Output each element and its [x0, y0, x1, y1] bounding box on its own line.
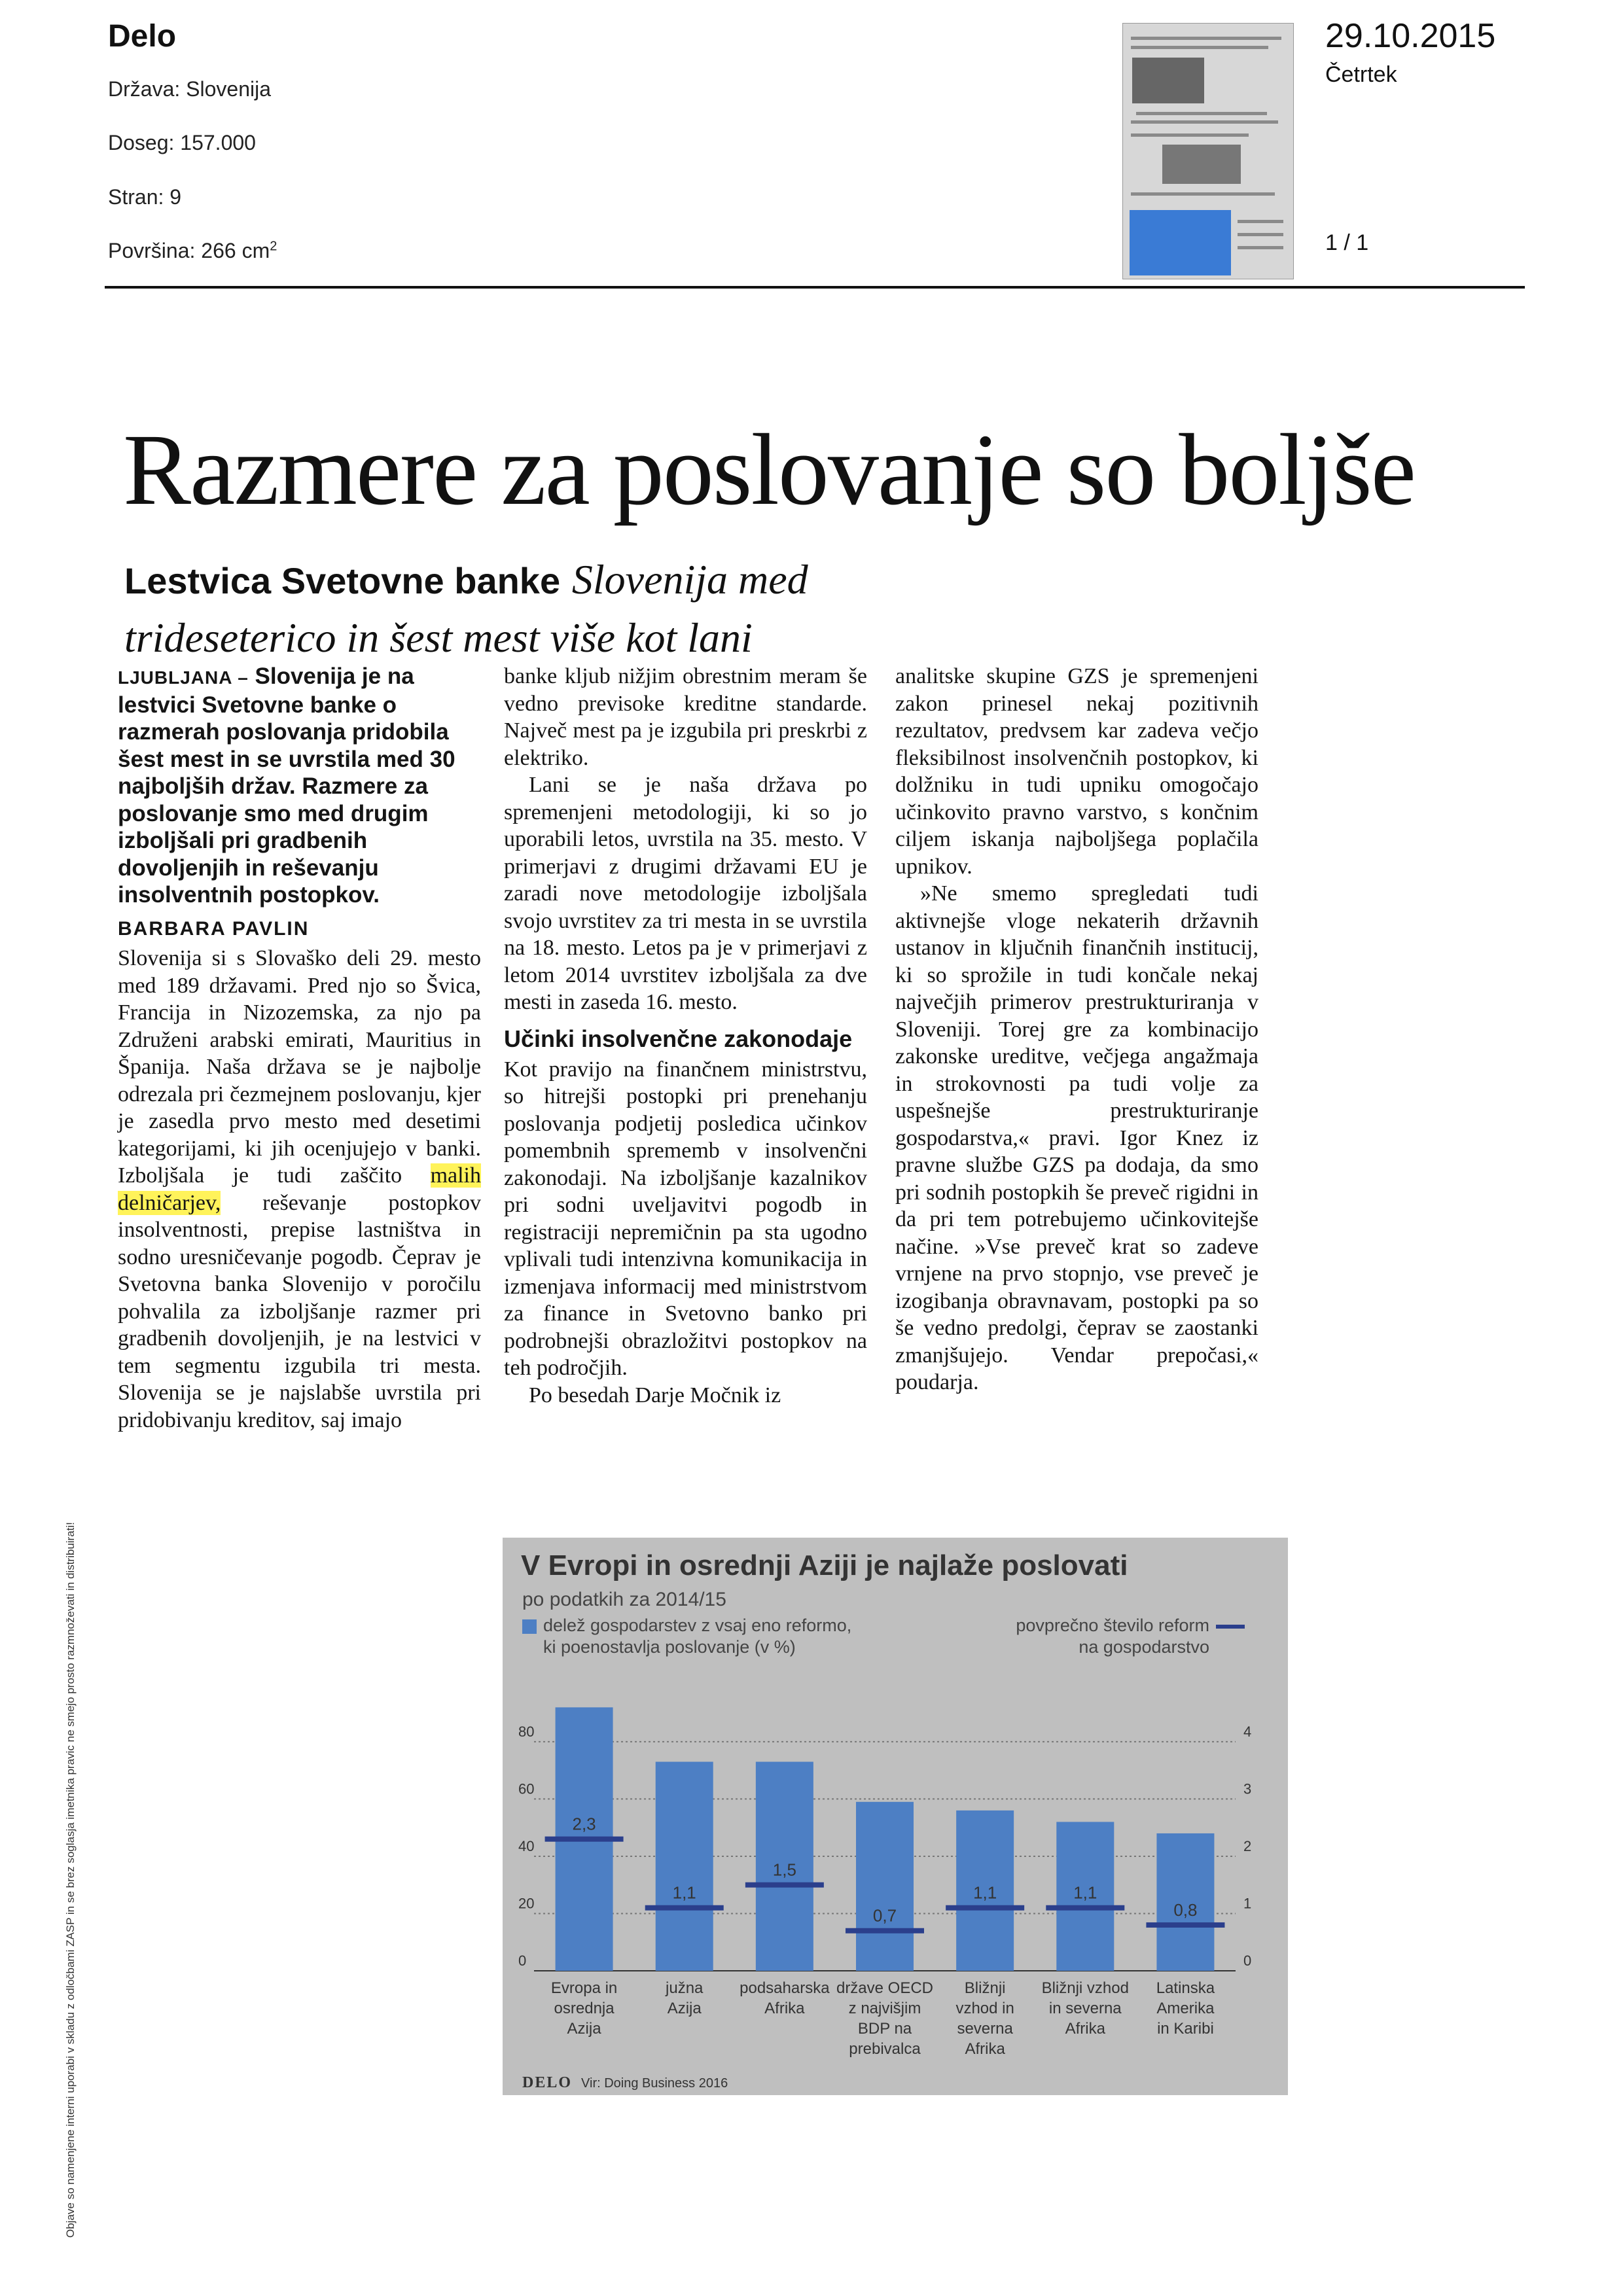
chart-source [522, 2074, 728, 2092]
lead-location: LJUBLJANA – [118, 667, 249, 688]
y-left-tick-label: 40 [518, 1837, 535, 1854]
section-title: Učinki insolvenčne zakonodaje [504, 1025, 853, 1052]
x-tick-label: in Karibi [1157, 2020, 1214, 2038]
area-label [108, 239, 277, 263]
x-tick-label: prebivalca [849, 2040, 921, 2058]
x-tick-label: Afrika [1065, 2020, 1105, 2038]
reform-marker [946, 1905, 1024, 1911]
article-column-3 [895, 663, 1258, 1396]
data-label: 1,1 [1073, 1882, 1097, 1903]
data-label: 0,8 [1173, 1899, 1198, 1920]
x-tick-label: države OECD [836, 1979, 934, 1997]
column-2-paragraph-3: Kot pravijo na finančnem ministrstvu, so hitrejši postopki pri prenehanju poslovanja podjetij posledica učinkov pomembnih sprememb v insolvenčni zakonodaji. Na izboljšanje kazalnikov pri sodni uveljavitvi pogodb in registraciji nepremičnin pa sta ugodno vplivali tudi intenzivna komunikacija in izmenjava informacij med ministrstvom za finance in Svetovno banko pri podrobnejši obrazložitvi postopkov na teh področjih. [504, 1057, 867, 1380]
y-right-tick-label: 0 [1243, 1952, 1252, 1969]
column-2-paragraph-1: banke kljub nižjim obrestnim meram še vedno previsoke kreditne standarde. Največ mest pa je izgubila pri preskrbi z elektriko. [504, 664, 867, 770]
y-right-tick-label: 4 [1243, 1723, 1252, 1740]
y-left-tick-label: 60 [518, 1780, 535, 1797]
subhead-kicker: Lestvica Svetovne banke [124, 560, 561, 601]
column-2-paragraph-2: Lani se je naša država po spremenjeni metodologiji, ki so jo uporabili letos, uvrstila na 35. mesto. V primerjavi z drugimi državami EU je zaradi nove metodologije izboljšala svojo uvrstitev za tri mesta in se uvrstila na 18. mesto. Letos pa je v primerjavi z letom 2014 uvrstitev izboljšala za dve mesti in zaseda 16. mesto. [504, 773, 867, 1014]
subhead-text: Slovenija med trideseterico in šest mest više kot lani [124, 556, 808, 661]
bar [656, 1762, 713, 1971]
x-tick-label: Latinska [1156, 1979, 1215, 1997]
data-label: 0,7 [872, 1905, 897, 1926]
highlighted-phrase: malih delničarjev, [118, 1163, 481, 1215]
publication-name: Delo [108, 19, 177, 54]
x-tick-label: Afrika [764, 2000, 805, 2017]
page-count: 1 / 1 [1325, 230, 1369, 255]
data-label: 1,1 [672, 1882, 696, 1903]
reform-marker [1046, 1905, 1124, 1911]
y-left-tick-label: 20 [518, 1895, 535, 1912]
lead-text: Slovenija je na lestvici Svetovne banke o razmerah poslovanja pridobila šest mest in se uvrstila med 30 najboljših držav. Razmere za poslovanje smo med drugim izboljšali pri gradbenih dovoljenjih in reševanju insolventnih postopkov. [118, 663, 455, 908]
column-3-paragraph-2: »Ne smemo spregledati tudi aktivnejše vloge nekaterih državnih ustanov in ključnih finančnih institucij, ki so sprožile in tudi končale nekaj največjih primerov prestrukturiranja v Sloveniji. Torej gre za kombinacijo zakonske ureditve, večjega angažmaja in strokovnosti pa tudi volje za uspešnejše prestrukturiranje gospodarstva,« pravi. Igor Knez iz pravne službe GZS pa dodaja, da smo pri sodnih postopkih še preveč rigidni in da pri tem potrebujemo učinkovitejše načine. »Vse preveč krat so zadeve vrnjene na prvo stopnjo, vse preveč je izogibanja obravnavam, postopki pa so še vedno predolgi, čeprav se zaostanki zmanjšujejo. Vendar prepočasi,« poudarja. [895, 881, 1258, 1394]
chart-subtitle: po podatkih za 2014/15 [522, 1589, 726, 1610]
reform-marker [545, 1837, 624, 1842]
copyright-side-note: Objave so namenjene interni uporabi v skladu z odločbami ZASP in se brez soglasja imetnika pravic ne smejo prosto razmnoževati in distribuirati! [64, 1522, 77, 2238]
legend-line-line-2: na gospodarstvo [1079, 1637, 1209, 1657]
column-1-text-a: Slovenija si s Slovaško deli 29. mesto med 189 državami. Pred njo so Švica, Francija in Nizozemska, za njo pa Združeni arabski emirati, Mauritius in Španija. Naša država se je najbolje odrezala pri čezmejnem poslovanju, kjer je zasedla prvo mesto med desetimi kategorijami, ki jih ocenjujejo v banki. Izboljšala je tudi zaščito [118, 946, 481, 1188]
header-divider [105, 286, 1525, 289]
x-tick-label: Amerika [1156, 2000, 1215, 2017]
chart-plot-area [503, 1538, 1288, 2095]
column-1-paragraph [118, 945, 481, 1434]
x-tick-label: podsaharska [740, 1979, 830, 1997]
country-label: Država: Slovenija [108, 77, 271, 101]
x-tick-label: Azija [667, 2000, 702, 2017]
reach-label: Doseg: 157.000 [108, 131, 256, 154]
x-tick-label: osrednja [554, 2000, 615, 2017]
legend-bar-line-1: delež gospodarstev z vsaj eno reformo, [543, 1616, 852, 1635]
issue-weekday: Četrtek [1325, 62, 1397, 87]
area-unit-superscript: 2 [270, 239, 277, 254]
area-value: Površina: 266 cm [108, 239, 270, 262]
x-tick-label: Afrika [965, 2040, 1005, 2058]
data-label: 1,1 [973, 1882, 997, 1903]
reform-marker [745, 1882, 824, 1888]
article-lead [118, 663, 481, 909]
x-tick-label: Evropa in [550, 1979, 618, 1997]
page-thumbnail [1122, 23, 1294, 279]
column-1-text-b: reševanje postopkov insolventnosti, prepise lastništva in sodno uresničevanje pogodb. Čeprav je Svetovna banka Slovenijo v poročilu pohvalila za izboljšanje razmer pri gradbenih dovoljenjih, je na lestvici v tem segmentu izgubila tri mesta. Slovenija se je najslabše uvrstila pri pridobivanju kreditov, saj imajo [118, 1190, 481, 1432]
author-byline: BARBARA PAVLIN [118, 917, 310, 940]
x-tick-label: Bližnji vzhod [1041, 1979, 1129, 1997]
chart-title: V Evropi in osrednji Aziji je najlaže poslovati [521, 1549, 1128, 1581]
x-tick-label: in severna [1048, 2000, 1122, 2017]
x-tick-label: z najvišjim [848, 2000, 921, 2017]
reforms-chart [503, 1538, 1288, 2095]
y-right-tick-label: 1 [1243, 1895, 1252, 1912]
x-tick-label: Bližnji [964, 1979, 1006, 1997]
x-tick-label: vzhod in [955, 2000, 1014, 2017]
issue-date: 29.10.2015 [1325, 17, 1496, 55]
x-tick-label: južna [666, 1979, 704, 1997]
data-label: 2,3 [572, 1814, 596, 1834]
legend-line-line-1: povprečno število reform [1016, 1616, 1209, 1635]
chart-source-text: Vir: Doing Business 2016 [581, 2076, 728, 2091]
chart-source-logo: DELO [522, 2074, 573, 2091]
column-3-paragraph-1: analitske skupine GZS je spremenjeni zakon prinesel nekaj pozitivnih rezultatov, predvsem kar zadeva večjo fleksibilnost insolvenčnih postopkov, ki dolžniku in tudi upniku omogočajo učinkovito pravno varstvo, s končnim ciljem iskanja najboljšega poplačila upnikov. [895, 664, 1258, 879]
x-tick-label: severna [957, 2020, 1013, 2038]
y-right-tick-label: 3 [1243, 1780, 1252, 1797]
column-2-paragraph-4: Po besedah Darje Močnik iz [529, 1383, 781, 1407]
article-column-2 [504, 663, 867, 1409]
x-tick-label: BDP na [857, 2020, 912, 2038]
reform-marker [1146, 1922, 1224, 1928]
page-label: Stran: 9 [108, 185, 182, 209]
article-subhead [124, 551, 910, 666]
article-column-1 [118, 663, 481, 1434]
data-label: 1,5 [772, 1860, 796, 1880]
y-left-tick-label: 0 [518, 1952, 527, 1969]
x-tick-label: Azija [567, 2020, 601, 2038]
legend-bar-line-2: ki poenostavlja poslovanje (v %) [543, 1637, 796, 1657]
bar [856, 1802, 914, 1971]
reform-marker [645, 1905, 724, 1911]
y-right-tick-label: 2 [1243, 1837, 1252, 1854]
y-left-tick-label: 80 [518, 1723, 535, 1740]
article-headline: Razmere za poslovanje so boljše [123, 413, 1415, 526]
reform-marker [846, 1928, 924, 1934]
